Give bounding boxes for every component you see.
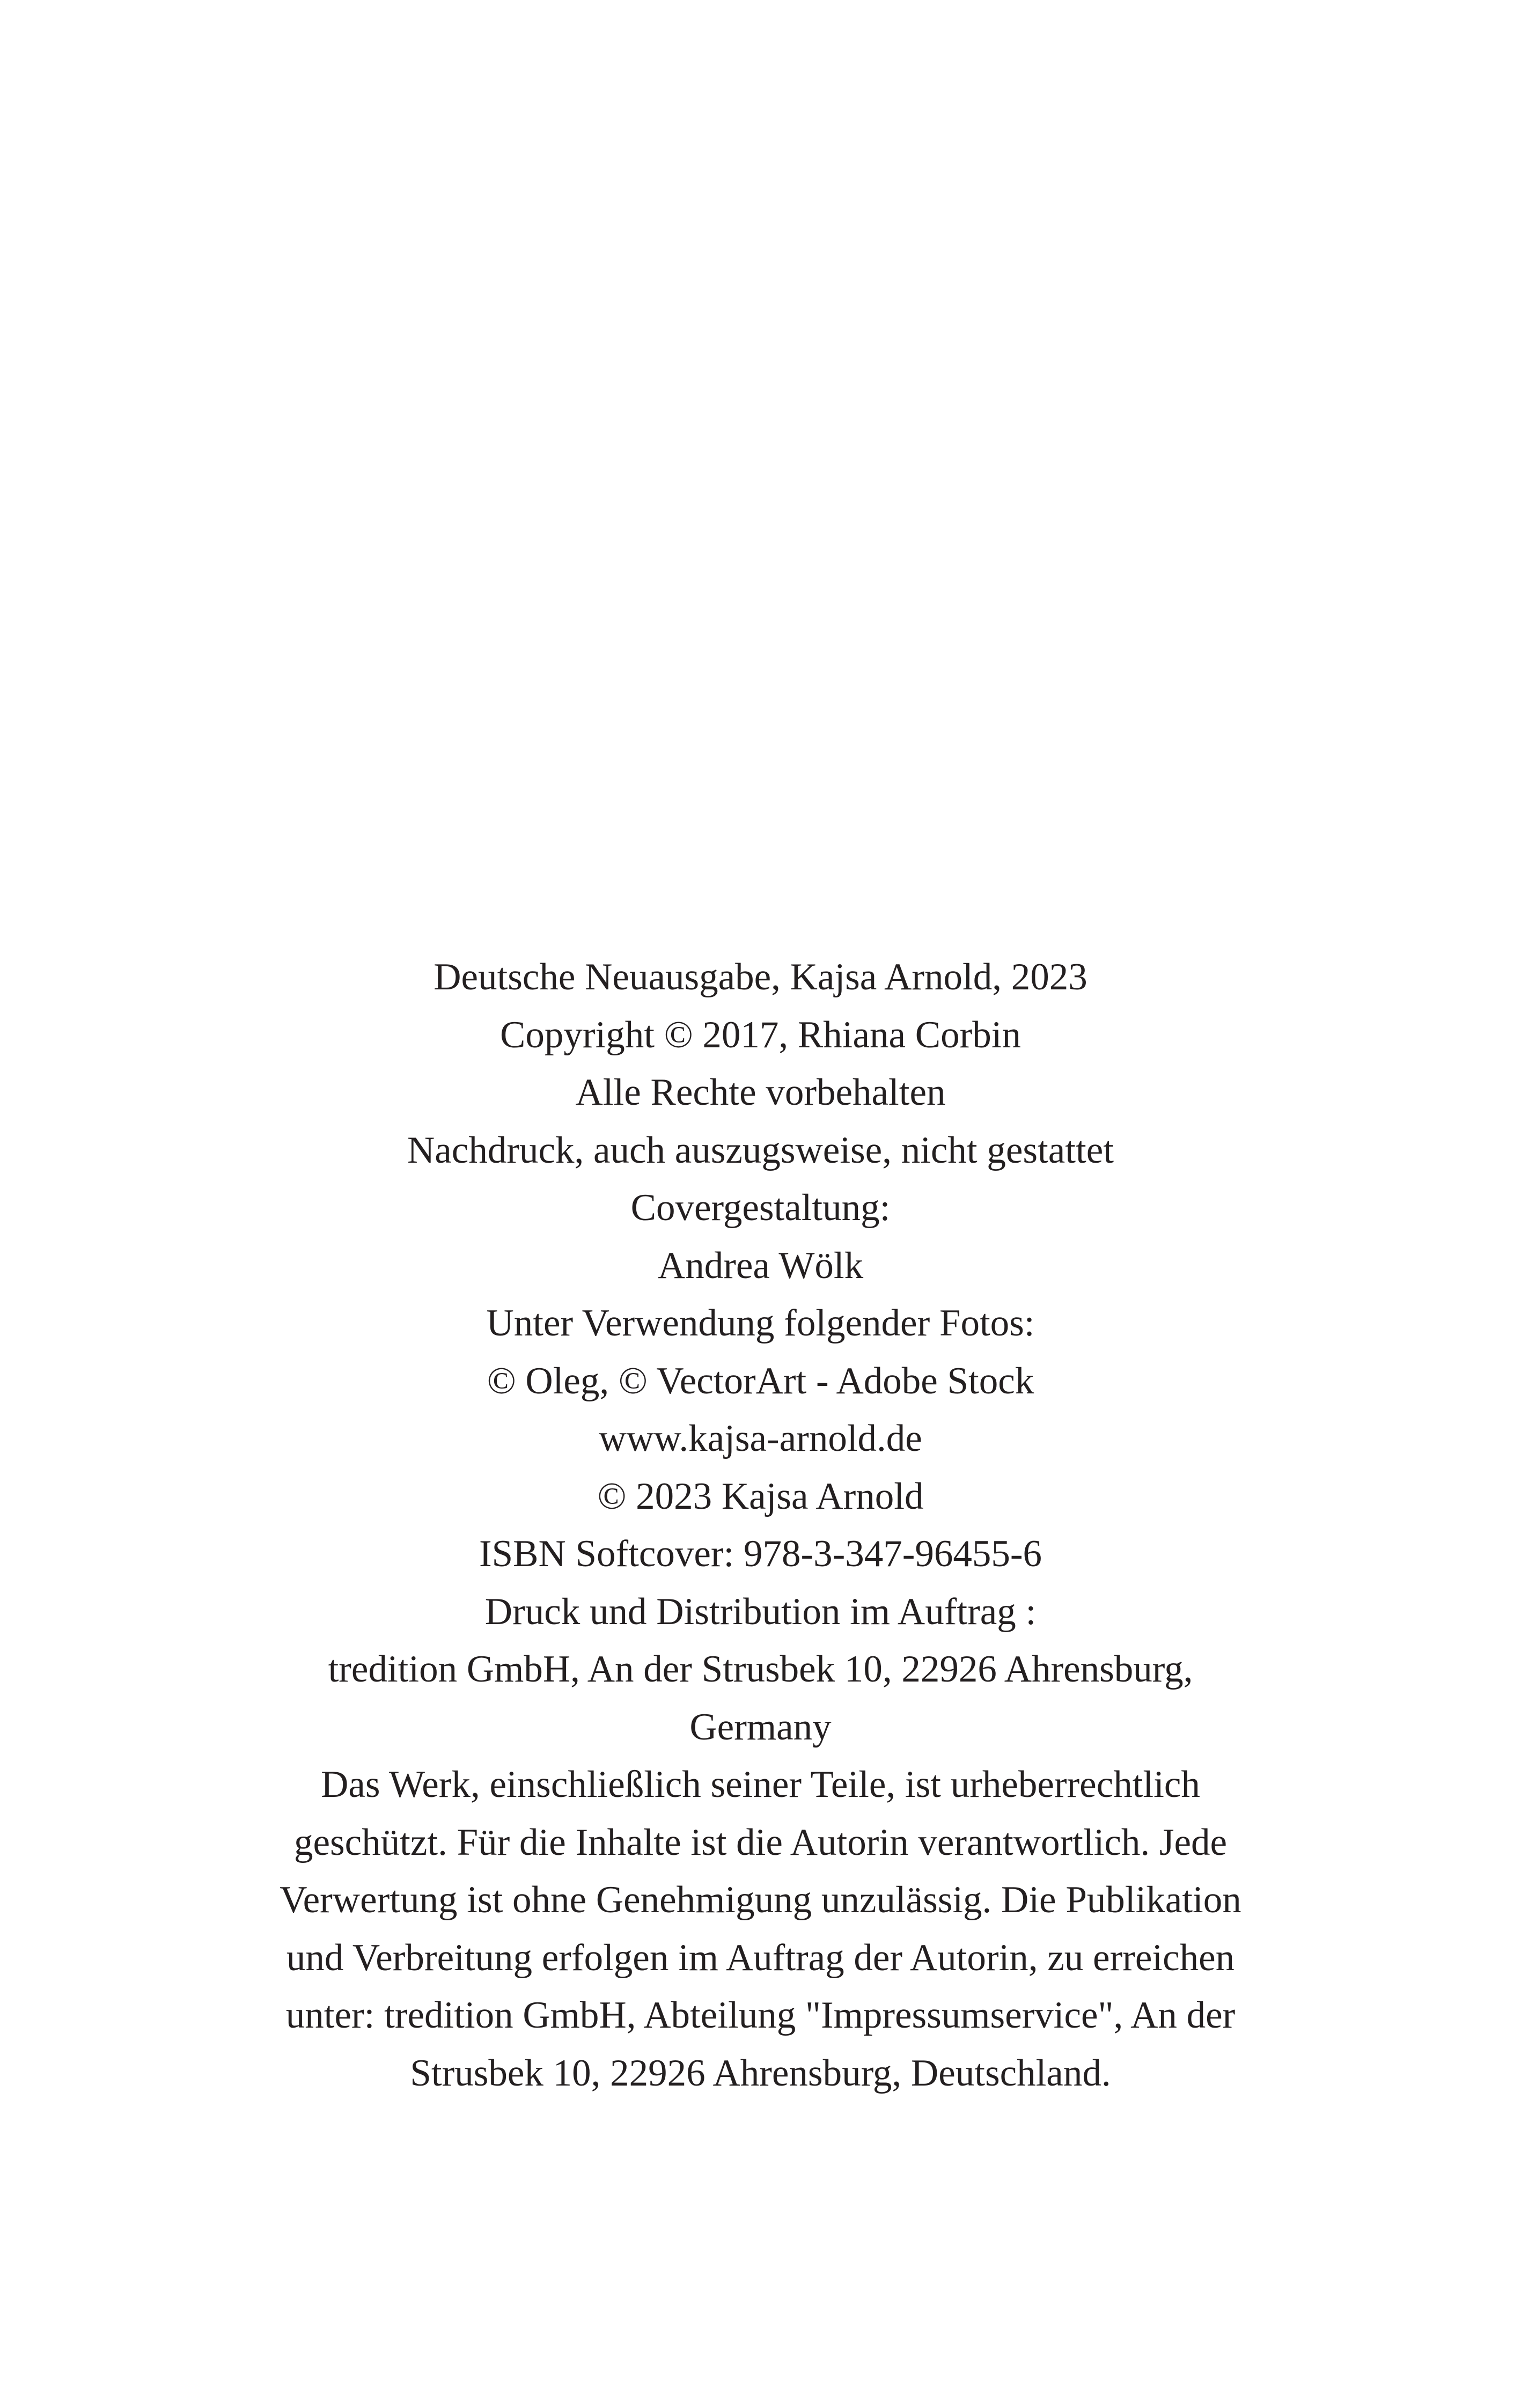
imprint-legal-line-6: Strusbek 10, 22926 Ahrensburg, Deutschland. [410,2052,1111,2094]
imprint-cover-designer: Andrea Wölk [657,1244,864,1287]
imprint-edition-line: Deutsche Neuausgabe, Kajsa Arnold, 2023 [433,956,1088,998]
imprint-block [0,949,1521,2102]
imprint-print-label: Druck und Distribution im Auftrag : [484,1590,1037,1633]
imprint-legal-line-3: Verwertung ist ohne Genehmigung unzulässig. Die Publikation [280,1879,1241,1921]
imprint-rights-line: Alle Rechte vorbehalten [575,1071,946,1113]
imprint-author-copyright: © 2023 Kajsa Arnold [597,1475,924,1517]
imprint-copyright-line: Copyright © 2017, Rhiana Corbin [500,1014,1021,1056]
imprint-photos-label: Unter Verwendung folgender Fotos: [486,1302,1035,1344]
imprint-publisher-country: Germany [689,1706,832,1748]
imprint-publisher-address: tredition GmbH, An der Strusbek 10, 22926 Ahrensburg, [328,1648,1193,1690]
imprint-legal-line-4: und Verbreitung erfolgen im Auftrag der Autorin, zu erreichen [286,1936,1235,1979]
imprint-photo-credits: © Oleg, © VectorArt - Adobe Stock [487,1360,1034,1402]
imprint-reprint-line: Nachdruck, auch auszugsweise, nicht gestattet [407,1129,1114,1171]
imprint-cover-label: Covergestaltung: [630,1187,891,1229]
imprint-legal-line-1: Das Werk, einschließlich seiner Teile, ist urheberrechtlich [321,1764,1200,1805]
imprint-isbn: ISBN Softcover: 978-3-347-96455-6 [479,1533,1042,1575]
imprint-legal-line-2: geschützt. Für die Inhalte ist die Autorin verantwortlich. Jede [293,1821,1228,1863]
imprint-website: www.kajsa-arnold.de [599,1418,922,1459]
imprint-legal-line-5: unter: tredition GmbH, Abteilung "Impressumservice", An der [285,1994,1236,2036]
